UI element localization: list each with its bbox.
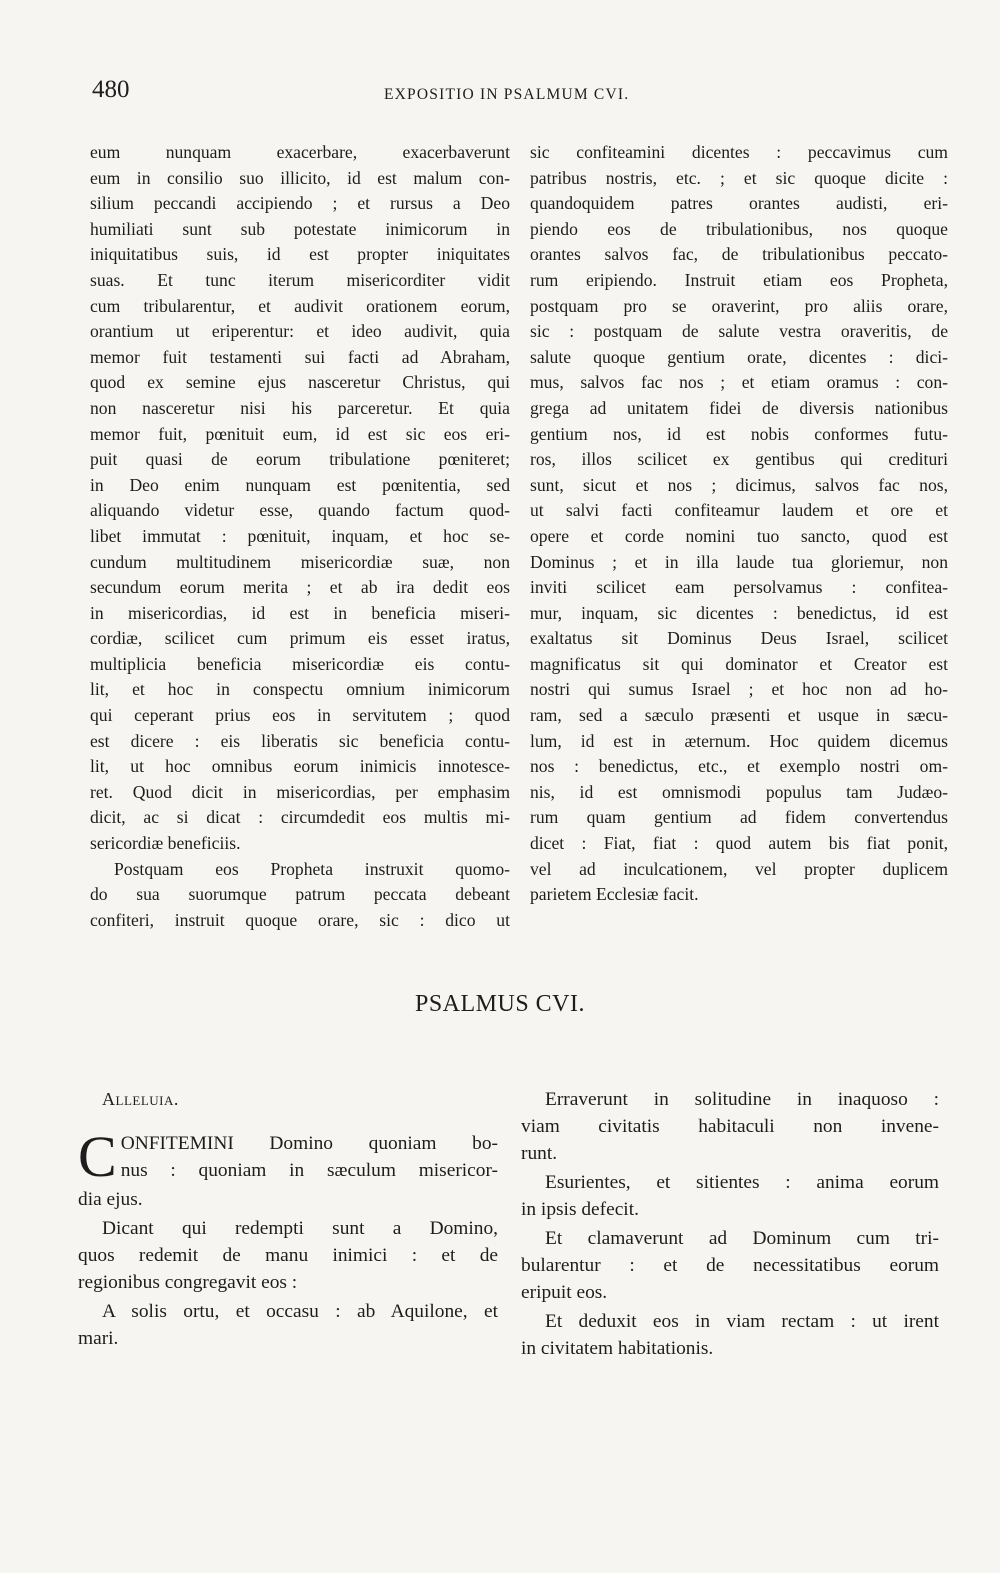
text-line: iniquitatibus suis, id est propter iniquitates: [90, 244, 510, 265]
text-line: Dicant qui redempti sunt a Domino,: [102, 1218, 498, 1239]
text-line: nis, id est omnismodi populus tam Judæo-: [530, 781, 948, 802]
page-number: 480: [92, 76, 130, 103]
text-line: salute quoque gentium orate, dicentes : dici-: [530, 346, 948, 367]
text-line: mus, salvos fac nos ; et etiam oramus : con-: [530, 372, 948, 393]
text-line: Esurientes, et sitientes : anima eorum: [545, 1172, 939, 1193]
text-line: Erraverunt in solitudine in inaquoso :: [545, 1089, 939, 1110]
text-line: cundum multitudinem misericordiæ suæ, non: [90, 551, 510, 572]
text-line: cordiæ, scilicet cum primum eis esset iratus,: [90, 628, 510, 649]
text-line: ret. Quod dicit in misericordias, per emphasim: [90, 781, 510, 802]
text-line: ram, sed a sæculo præsenti et usque in sæcu-: [530, 705, 948, 726]
text-line: quandoquidem patres orantes audisti, eri-: [530, 193, 948, 214]
text-line: nos : benedictus, etc., et exemplo nostri om-: [530, 756, 948, 777]
text-line: dia ejus.: [78, 1189, 143, 1210]
text-line: piendo eos de tribulationibus, nos quoque: [530, 218, 948, 239]
text-line: gentium nos, id est nobis conformes futu-: [530, 423, 948, 444]
text-line: lit, ut hoc omnibus eorum inimicis innotesce-: [90, 756, 510, 777]
text-line: in civitatem habitationis.: [521, 1338, 714, 1359]
text-line: orantium ut eriperentur: et ideo audivit, quia: [90, 321, 510, 342]
text-line: dicet : Fiat, fiat : quod autem bis fiat ponit,: [530, 833, 948, 854]
text-line: lit, et hoc in conspectu omnium inimicorum: [90, 679, 510, 700]
text-line: aliquando videtur esse, quando factum quod-: [90, 500, 510, 521]
text-line: regionibus congregavit eos :: [78, 1272, 298, 1293]
drop-capital: C: [78, 1124, 117, 1189]
text-line: qui ceperant prius eos in servitutem ; quod: [90, 705, 510, 726]
text-line: sericordiæ beneficiis.: [90, 833, 241, 854]
text-line: Dominus ; et in illa laude tua gloriemur, non: [530, 551, 948, 572]
text-line: grega ad unitatem fidei de diversis nationibus: [530, 397, 948, 418]
text-line: cum tribularentur, et audivit orationem eorum,: [90, 295, 510, 316]
verse: [521, 1225, 939, 1306]
text-line: in ipsis defecit.: [521, 1199, 639, 1220]
text-line: Et deduxit eos in viam rectam : ut irent: [545, 1311, 939, 1332]
text-line: non nasceretur nisi his parceretur. Et quia: [90, 397, 510, 418]
verse: [78, 1215, 498, 1296]
text-line: sic : postquam de salute vestra oraveritis, de: [530, 321, 948, 342]
text-line: bularentur : et de necessitatibus eorum: [521, 1255, 939, 1276]
text-line: ONFITEMINI Domino quoniam bo-: [120, 1133, 498, 1154]
text-line: postquam pro se oraverint, pro aliis orare,: [530, 295, 948, 316]
text-line: Postquam eos Propheta instruxit quomo-: [114, 858, 510, 879]
text-line: eum in consilio suo illicito, id est malum con-: [90, 167, 510, 188]
text-line: inviti scilicet eam persolvamus : confitea-: [530, 577, 948, 598]
commentary-right-column: [530, 140, 948, 908]
text-line: sic confiteamini dicentes : peccavimus cum: [530, 142, 948, 162]
text-line: viam civitatis habitaculi non invene-: [521, 1116, 939, 1137]
running-head: EXPOSITIO IN PSALMUM CVI.: [384, 86, 630, 103]
text-line: runt.: [521, 1143, 558, 1164]
alleluia-heading: Alleluia.: [102, 1089, 179, 1109]
verse: [78, 1124, 498, 1213]
verse: [78, 1298, 498, 1352]
text-line: silium peccandi accipiendo ; et rursus a Deo: [90, 193, 510, 214]
text-line: in misericordias, id est in beneficia miseri-: [90, 602, 510, 623]
text-line: vel ad inculcationem, vel propter duplicem: [530, 858, 948, 879]
text-line: humiliati sunt sub potestate inimicorum in: [90, 218, 510, 239]
text-line: puit quasi de eorum tribulatione pœniteret;: [90, 449, 510, 470]
text-line: confiteri, instruit quoque orare, sic : dico ut: [90, 909, 510, 930]
text-line: in Deo enim nunquam est pœnitentia, sed: [90, 474, 510, 495]
text-line: orantes salvos fac, de tribulationibus peccato-: [530, 244, 948, 265]
text-line: eripuit eos.: [521, 1282, 608, 1303]
text-line: libet immutat : pœnituit, inquam, et hoc se-: [90, 525, 510, 546]
text-line: dicit, ac si dicat : circumdedit eos multis mi-: [90, 807, 510, 828]
psalm-title: PSALMUS CVI.: [414, 991, 586, 1017]
commentary-left-column: [90, 140, 510, 933]
text-line: est dicere : eis liberatis sic beneficia contu-: [90, 730, 510, 751]
psalm-left-column: [78, 1086, 498, 1354]
text-line: multiplicia beneficia misericordiæ eis contu-: [90, 653, 510, 674]
verse: [521, 1086, 939, 1167]
text-line: Et clamaverunt ad Dominum cum tri-: [545, 1228, 939, 1249]
text-line: lum, id est in æternum. Hoc quidem dicemus: [530, 730, 948, 751]
page-header: [92, 76, 940, 110]
text-line: do sua suorumque patrum peccata debeant: [90, 884, 510, 905]
text-line: exaltatus sit Dominus Deus Israel, scilicet: [530, 628, 948, 649]
text-line: memor fuit, pœnituit eum, id est sic eos eri-: [90, 423, 510, 444]
verse: [521, 1308, 939, 1362]
text-line: parietem Ecclesiæ facit.: [530, 884, 699, 905]
text-line: A solis ortu, et occasu : ab Aquilone, et: [102, 1301, 498, 1322]
text-line: ut salvi facti confiteamur laudem et ore et: [530, 500, 948, 521]
text-line: mur, inquam, sic dicentes : benedictus, id est: [530, 602, 948, 623]
text-line: quod ex semine ejus nasceretur Christus, qui: [90, 372, 510, 393]
text-line: nostri qui sumus Israel ; et hoc non ad ho-: [530, 679, 948, 700]
text-line: rum eripiendo. Instruit etiam eos Propheta,: [530, 269, 948, 290]
text-line: nus : quoniam in sæculum misericor-: [120, 1160, 498, 1181]
text-line: rum quam gentium ad fidem convertendus: [530, 807, 948, 828]
verse: [521, 1169, 939, 1223]
text-line: quos redemit de manu inimici : et de: [78, 1245, 498, 1266]
text-line: magnificatus sit qui dominator et Creator est: [530, 653, 948, 674]
text-line: suas. Et tunc iterum misericorditer vidit: [90, 269, 510, 290]
text-line: eum nunquam exacerbare, exacerbaverunt: [90, 142, 510, 162]
text-line: opere et corde nomini tuo sancto, quod est: [530, 525, 948, 546]
text-line: secundum eorum merita ; et ab ira dedit eos: [90, 577, 510, 598]
text-line: mari.: [78, 1328, 119, 1349]
text-line: memor fuit testamenti sui facti ad Abraham,: [90, 346, 510, 367]
text-line: ros, illos scilicet ex gentibus qui credituri: [530, 449, 948, 470]
text-line: patribus nostris, etc. ; et sic quoque dicite :: [530, 167, 948, 188]
text-line: sunt, sicut et nos ; dicimus, salvos fac nos,: [530, 474, 948, 495]
psalm-right-column: [521, 1086, 939, 1364]
